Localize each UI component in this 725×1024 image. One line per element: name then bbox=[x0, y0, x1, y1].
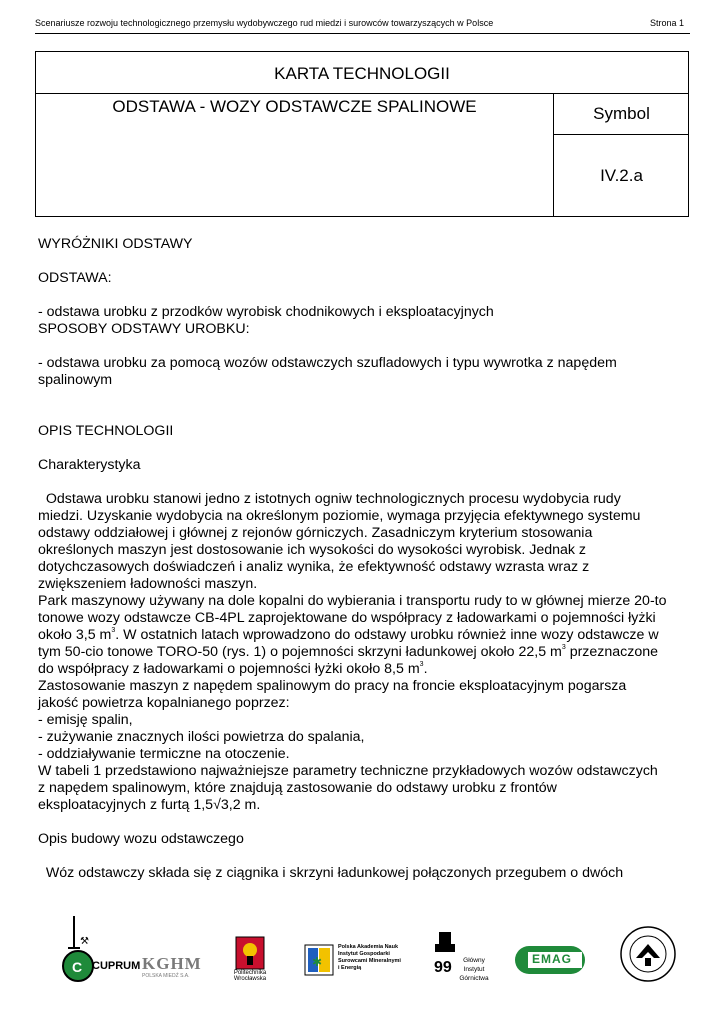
paragraph-line bbox=[38, 661, 688, 678]
pwr-name-1: Politechnika bbox=[233, 970, 267, 976]
subsection-heading: Opis budowy wozu odstawczego bbox=[38, 831, 244, 847]
cuprum-wordmark: CUPRUM bbox=[92, 960, 141, 972]
paragraph-line: Wóz odstawczy składa się z ciągnika i skrzyni ładunkowej połączonych przegubem o dwóch bbox=[38, 865, 624, 881]
pwr-logo bbox=[228, 936, 272, 992]
text-span: przeznaczone bbox=[565, 644, 659, 660]
list-item: - emisję spalin, bbox=[38, 712, 133, 728]
paragraph-line: Park maszynowy używany na dole kopalni do wybierania i transportu rudy to w głównej mierze 20-to bbox=[38, 593, 667, 609]
pan-text-2: Instytut Gospodarki bbox=[338, 951, 390, 957]
label-odstawa: ODSTAWA: bbox=[38, 270, 112, 286]
svg-text:C: C bbox=[72, 959, 83, 975]
gig-emblem-icon bbox=[432, 932, 458, 976]
gig-text-1: Główny bbox=[463, 957, 485, 964]
pwr-name-2: Wrocławska bbox=[233, 976, 267, 982]
pan-emblem-icon bbox=[304, 944, 334, 976]
section-heading: OPIS TECHNOLOGII bbox=[38, 423, 174, 439]
list-item: - odstawa urobku za pomocą wozów odstawczych szufladowych i typu wywrotka z napędem bbox=[38, 355, 617, 371]
page-number: Strona 1 bbox=[649, 18, 684, 28]
document-body bbox=[38, 236, 688, 882]
paragraph-line bbox=[38, 644, 688, 661]
pwr-crest-icon bbox=[235, 936, 265, 970]
text-span: około 3,5 m bbox=[38, 627, 112, 643]
pan-igsmie-logo bbox=[304, 944, 414, 980]
polsl-seal-icon bbox=[618, 924, 678, 984]
svg-text:✱: ✱ bbox=[312, 955, 323, 969]
emag-logo bbox=[514, 944, 586, 976]
card-subtitle: ODSTAWA - WOZY ODSTAWCZE SPALINOWE bbox=[112, 97, 477, 116]
paragraph-line: W tabeli 1 przedstawiono najważniejsze parametry techniczne przykładowych wozów odstawczych bbox=[38, 763, 658, 779]
kghm-subtitle: POLSKA MIEDŹ S.A. bbox=[142, 973, 190, 979]
pan-text-1: Polska Akademia Nauk bbox=[338, 944, 399, 950]
text-span: . W ostatnich latach wprowadzono do odstawy urobku również inne wozy odstawcze w bbox=[115, 627, 659, 643]
paragraph-line: zwiększeniem ładowności maszyn. bbox=[38, 576, 258, 592]
paragraph-line: tonowe wozy odstawcze CB-4PL zaprojektowane do współpracy z ładowarkami o pojemności łyżki bbox=[38, 610, 656, 626]
subsection-heading: Charakterystyka bbox=[38, 457, 141, 473]
kghm-logo bbox=[142, 954, 212, 984]
list-item: - odstawa urobku z przodków wyrobisk chodnikowych i eksploatacyjnych bbox=[38, 304, 494, 320]
list-item: - oddziaływanie termiczne na otoczenie. bbox=[38, 746, 290, 762]
superscript: 3 bbox=[561, 644, 566, 651]
pan-text-4: i Energią bbox=[338, 965, 362, 971]
paragraph-line: Zastosowanie maszyn z napędem spalinowym do pracy na froncie eksploatacyjnym pogarsza bbox=[38, 678, 627, 694]
paragraph-line bbox=[38, 627, 688, 644]
paragraph-line: dotychczasowych doświadczeń i analiz wynika, że efektywność odstawy wzrasta wraz z bbox=[38, 559, 590, 575]
list-item: - zużywanie znacznych ilości powietrza do spalania, bbox=[38, 729, 365, 745]
pan-text-3: Surowcami Mineralnymi bbox=[338, 958, 401, 964]
cuprum-logo bbox=[50, 914, 141, 986]
header-divider bbox=[35, 33, 690, 34]
svg-text:⚒: ⚒ bbox=[80, 936, 89, 947]
label-sposoby: SPOSOBY ODSTAWY UROBKU: bbox=[38, 321, 250, 337]
paragraph-line: określonych maszyn jest dostosowanie ich wysokości do wysokości wyrobisk. Jednak z bbox=[38, 542, 587, 558]
technology-card bbox=[35, 51, 689, 217]
card-title: KARTA TECHNOLOGII bbox=[36, 52, 688, 94]
text-span: . bbox=[423, 661, 428, 677]
gig-text-2: Instytut bbox=[463, 966, 485, 973]
superscript: 3 bbox=[419, 661, 424, 668]
paragraph-line: eksploatacyjnych z furtą 1,5√3,2 m. bbox=[38, 797, 261, 813]
gig-logo bbox=[432, 932, 502, 996]
paragraph-line: odstawy oddziałowej i głównej z rejonów górniczych. Zasadniczym kryterium stosowania bbox=[38, 525, 593, 541]
paragraph-line: z napędem spalinowym, które znajdują zastosowanie do odstawy urobku z frontów bbox=[38, 780, 557, 796]
polsl-logo bbox=[618, 924, 678, 994]
text-span: do współpracy z ładowarkami o pojemności łyżki około 8,5 m bbox=[38, 661, 420, 677]
symbol-label: Symbol bbox=[554, 93, 689, 135]
list-item-continuation: spalinowym bbox=[38, 372, 113, 388]
paragraph-line: jakość powietrza kopalnianego poprzez: bbox=[38, 695, 290, 711]
section-heading: WYRÓŻNIKI ODSTAWY bbox=[38, 236, 193, 252]
cuprum-emblem-icon bbox=[50, 914, 130, 986]
kghm-wordmark: KGHM bbox=[142, 954, 202, 973]
emag-wordmark: EMAG bbox=[532, 952, 572, 966]
gig-text-3: Górnictwa bbox=[459, 975, 489, 982]
document-series-title: Scenariusze rozwoju technologicznego przemysłu wydobywczego rud miedzi i surowców towarzyszących w Polsce bbox=[35, 18, 494, 28]
paragraph-line: miedzi. Uzyskanie wydobycia na określonym poziomie, wymaga przyjęcia efektywnego systemu bbox=[38, 508, 641, 524]
superscript: 3 bbox=[111, 627, 116, 634]
symbol-value: IV.2.a bbox=[600, 166, 643, 185]
partner-logos bbox=[40, 914, 690, 1014]
svg-text:99: 99 bbox=[434, 959, 452, 976]
symbol-column bbox=[553, 93, 689, 216]
paragraph-line: Odstawa urobku stanowi jedno z istotnych ogniw technologicznych procesu wydobycia rudy bbox=[38, 491, 621, 507]
text-span: tym 50-cio tonowe TORO-50 (rys. 1) o pojemności skrzyni ładunkowej około 22,5 m bbox=[38, 644, 562, 660]
